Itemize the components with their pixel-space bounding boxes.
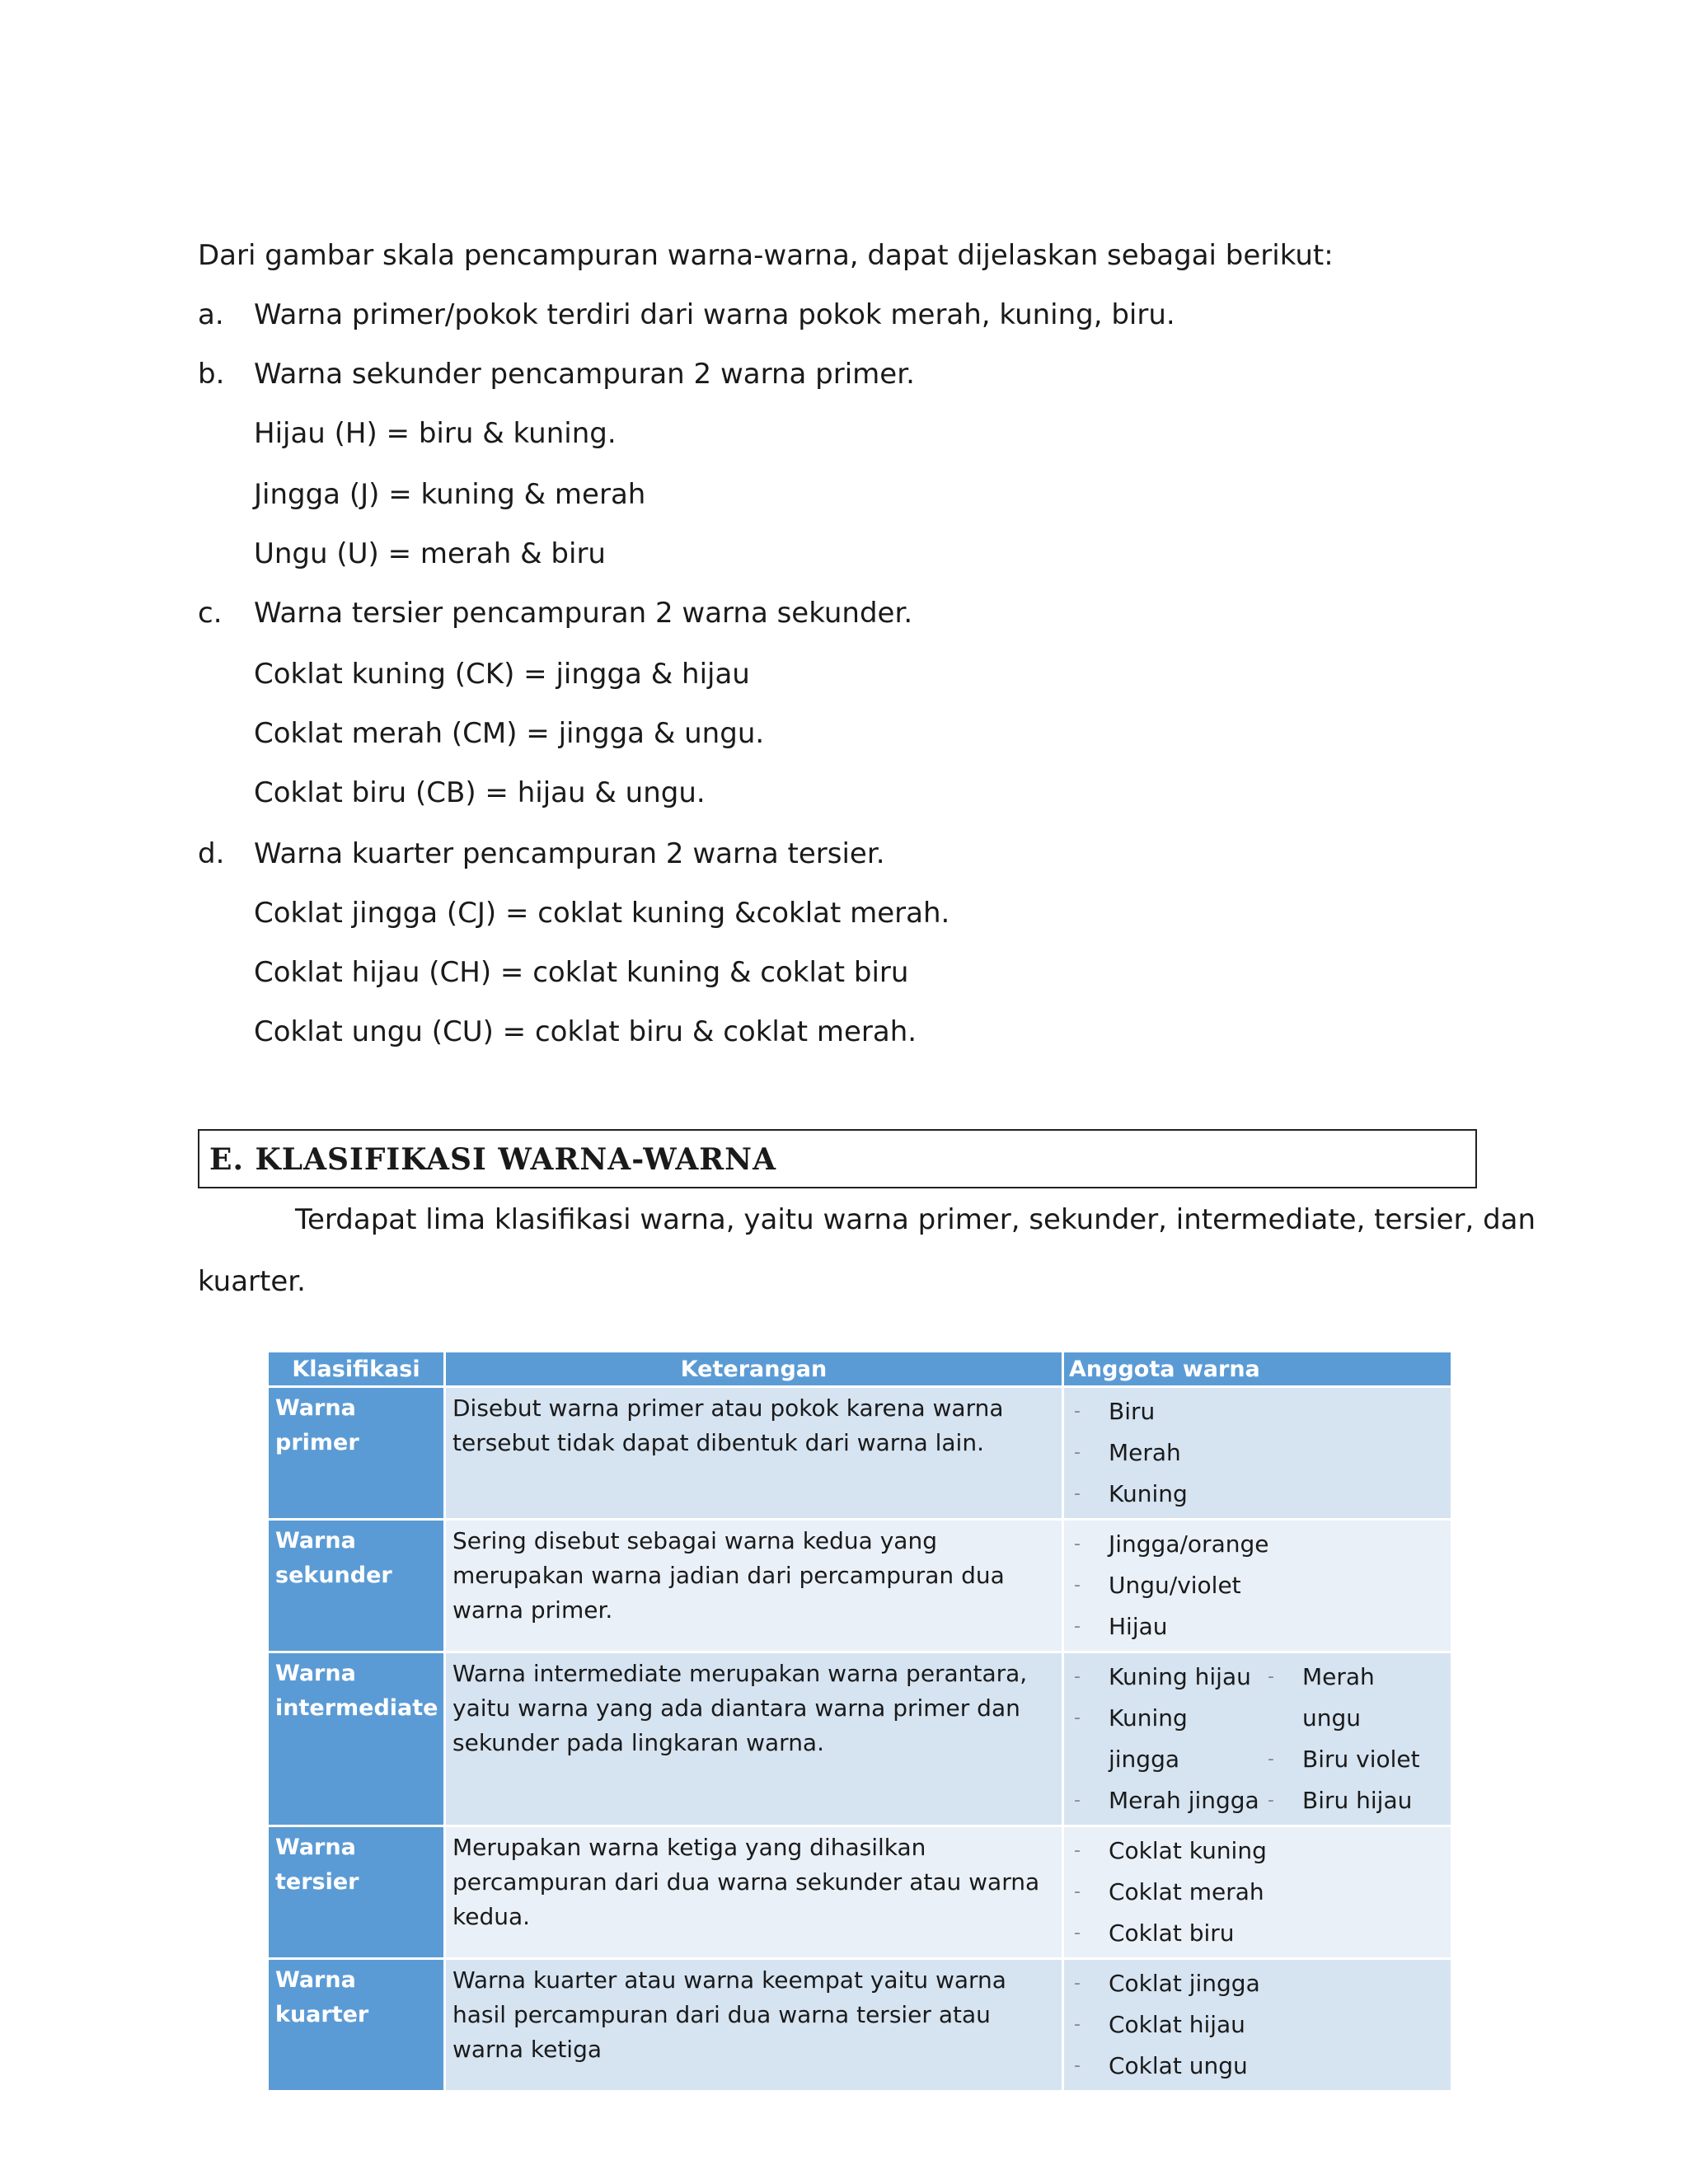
list-item: - Kuning hijau bbox=[1071, 1657, 1264, 1698]
sub-item: Coklat jingga (CJ) = coklat kuning &coklat merah. bbox=[254, 897, 950, 930]
sub-item: Hijau (H) = biru & kuning. bbox=[254, 417, 617, 450]
cell-anggota bbox=[1063, 1387, 1452, 1520]
list-item: - Coklat merah bbox=[1071, 1872, 1444, 1913]
cell-anggota bbox=[1063, 1652, 1452, 1826]
list-item: - Merah ungu bbox=[1264, 1657, 1429, 1739]
cell-keterangan: Merupakan warna ketiga yang dihasilkan percampuran dari dua warna sekunder atau warna kedua. bbox=[445, 1826, 1063, 1959]
list-item: - Merah bbox=[1071, 1432, 1444, 1474]
cell-anggota bbox=[1063, 1520, 1452, 1652]
table-row bbox=[268, 1652, 1452, 1826]
list-text: Warna tersier pencampuran 2 warna sekunder. bbox=[254, 597, 913, 630]
list-item: - Coklat hijau bbox=[1071, 2004, 1444, 2046]
cell-klasifikasi: Warna tersier bbox=[268, 1826, 445, 1959]
cell-klasifikasi: Warna sekunder bbox=[268, 1520, 445, 1652]
list-item: - Coklat ungu bbox=[1071, 2046, 1444, 2087]
sub-item: Coklat merah (CM) = jingga & ungu. bbox=[254, 717, 765, 750]
sub-item: Coklat biru (CB) = hijau & ungu. bbox=[254, 776, 706, 809]
classification-table bbox=[266, 1350, 1451, 2079]
sub-item: Coklat ungu (CU) = coklat biru & coklat merah. bbox=[254, 1015, 917, 1048]
list-item: - Biru hijau bbox=[1264, 1780, 1429, 1821]
list-item: - Kuning jingga bbox=[1071, 1698, 1264, 1780]
section-heading: E. KLASIFIKASI WARNA-WARNA bbox=[209, 1142, 777, 1177]
list-text: Warna kuarter pencampuran 2 warna tersier. bbox=[254, 837, 885, 870]
list-item: - Kuning bbox=[1071, 1474, 1444, 1515]
cell-klasifikasi: Warna primer bbox=[268, 1387, 445, 1520]
cell-keterangan: Warna kuarter atau warna keempat yaitu warna hasil percampuran dari dua warna tersier atau warna ketiga bbox=[445, 1959, 1063, 2092]
cell-klasifikasi: Warna kuarter bbox=[268, 1959, 445, 2092]
anggota-list-2 bbox=[1264, 1657, 1429, 1821]
cell-anggota bbox=[1063, 1959, 1452, 2092]
cell-keterangan: Disebut warna primer atau pokok karena warna tersebut tidak dapat dibentuk dari warna lain. bbox=[445, 1387, 1063, 1520]
anggota-list bbox=[1071, 1391, 1444, 1515]
table-row bbox=[268, 1387, 1452, 1520]
list-item: - Jingga/orange bbox=[1071, 1524, 1444, 1565]
cell-keterangan: Warna intermediate merupakan warna perantara, yaitu warna yang ada diantara warna primer dan sekunder pada lingkaran warna. bbox=[445, 1652, 1063, 1826]
sub-item: Jingga (J) = kuning & merah bbox=[254, 478, 646, 511]
list-item: - Coklat biru bbox=[1071, 1913, 1444, 1954]
list-item: - Biru bbox=[1071, 1391, 1444, 1432]
header-keterangan: Keterangan bbox=[445, 1352, 1063, 1387]
list-item: - Ungu/violet bbox=[1071, 1565, 1444, 1606]
anggota-list bbox=[1071, 1524, 1444, 1647]
section-intro-line-2: kuarter. bbox=[198, 1265, 306, 1298]
list-text: Warna sekunder pencampuran 2 warna primer. bbox=[254, 358, 915, 391]
list-item: - Coklat kuning bbox=[1071, 1830, 1444, 1872]
section-heading-box bbox=[198, 1129, 1477, 1188]
list-text: Warna primer/pokok terdiri dari warna pokok merah, kuning, biru. bbox=[254, 298, 1175, 331]
list-item: - Coklat jingga bbox=[1071, 1963, 1444, 2004]
anggota-columns bbox=[1071, 1657, 1444, 1821]
table-row bbox=[268, 1520, 1452, 1652]
header-anggota: Anggota warna bbox=[1063, 1352, 1452, 1387]
table-header-row bbox=[268, 1352, 1452, 1387]
list-letter: b. bbox=[198, 358, 225, 391]
intro-line: Dari gambar skala pencampuran warna-warna, dapat dijelaskan sebagai berikut: bbox=[198, 239, 1334, 272]
section-intro-line-1: Terdapat lima klasifikasi warna, yaitu warna primer, sekunder, intermediate, tersier, dan bbox=[295, 1203, 1536, 1236]
anggota-list bbox=[1071, 1657, 1264, 1821]
list-letter: d. bbox=[198, 837, 225, 870]
table-row bbox=[268, 1826, 1452, 1959]
cell-anggota bbox=[1063, 1826, 1452, 1959]
cell-klasifikasi: Warna intermediate bbox=[268, 1652, 445, 1826]
anggota-list bbox=[1071, 1830, 1444, 1954]
list-item: - Biru violet bbox=[1264, 1739, 1429, 1780]
list-item: - Hijau bbox=[1071, 1606, 1444, 1647]
list-letter: c. bbox=[198, 597, 223, 630]
sub-item: Coklat kuning (CK) = jingga & hijau bbox=[254, 658, 750, 691]
sub-item: Coklat hijau (CH) = coklat kuning & coklat biru bbox=[254, 956, 909, 989]
anggota-list bbox=[1071, 1963, 1444, 2087]
list-letter: a. bbox=[198, 298, 224, 331]
list-item: - Merah jingga bbox=[1071, 1780, 1264, 1821]
table-row bbox=[268, 1959, 1452, 2092]
cell-keterangan: Sering disebut sebagai warna kedua yang merupakan warna jadian dari percampuran dua warna primer. bbox=[445, 1520, 1063, 1652]
header-klasifikasi: Klasifikasi bbox=[268, 1352, 445, 1387]
color-classification-table bbox=[266, 1350, 1453, 2093]
sub-item: Ungu (U) = merah & biru bbox=[254, 537, 606, 570]
